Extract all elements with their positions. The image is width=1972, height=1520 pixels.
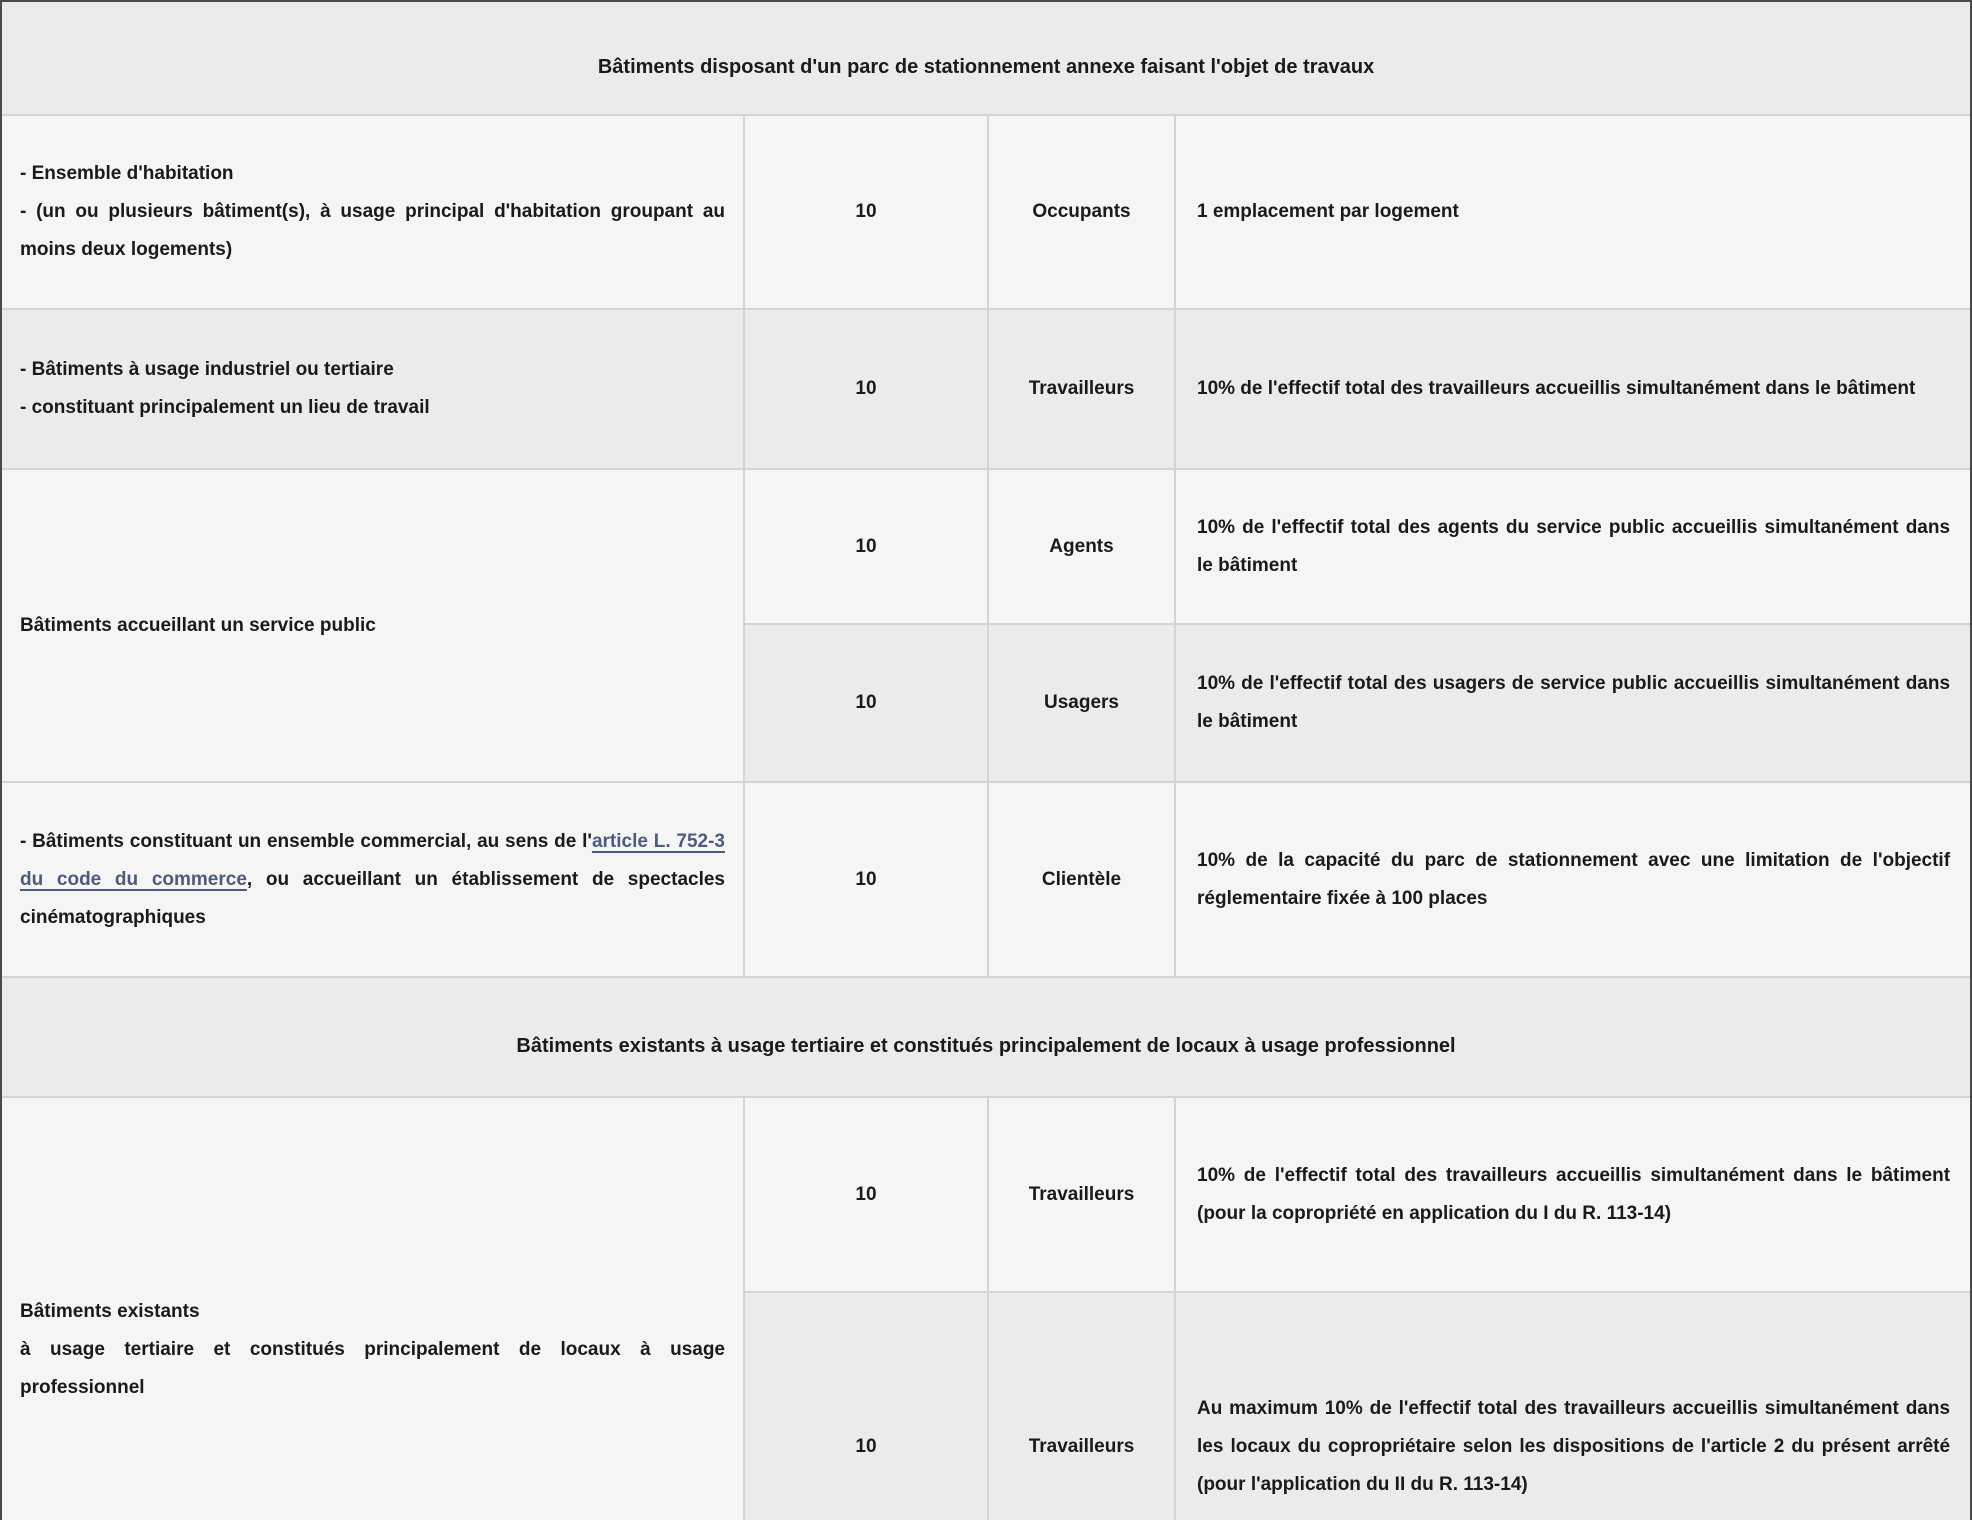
regulation-table: [2, 2, 1970, 1520]
usagers-threshold-cell: 10: [744, 624, 988, 782]
habitation-category-cell: Occupants: [988, 115, 1175, 309]
agents-threshold-cell: 10: [744, 469, 988, 624]
row-habitation: [2, 115, 1970, 309]
habitation-threshold-cell: 10: [744, 115, 988, 309]
commercial-description-cell: [2, 782, 744, 977]
copropriete-threshold-cell: 10: [744, 1097, 988, 1292]
row-industriel-tertiaire: [2, 309, 1970, 469]
industriel-category-cell: Travailleurs: [988, 309, 1175, 469]
row-ensemble-commercial: [2, 782, 1970, 977]
existants-description-cell: [2, 1097, 744, 1520]
usagers-category-cell: Usagers: [988, 624, 1175, 782]
industriel-threshold-cell: 10: [744, 309, 988, 469]
article-l752-3-link[interactable]: article L. 752-3 du code du commerce: [20, 830, 725, 890]
commercial-desc-after-link: , ou accueillant un établissement de spectacles cinématographiques: [20, 868, 725, 928]
industriel-requirement-cell: 10% de l'effectif total des travailleurs accueillis simultanément dans le bâtiment: [1175, 309, 1970, 469]
industriel-description-cell: [2, 309, 744, 469]
habitation-description-cell: [2, 115, 744, 309]
service-public-desc: Bâtiments accueillant un service public: [20, 614, 376, 636]
commercial-threshold-cell: 10: [744, 782, 988, 977]
section2-title: Bâtiments existants à usage tertiaire et constitués principalement de locaux à usage professionnel: [2, 977, 1970, 1097]
industriel-desc-line2: - constituant principalement un lieu de travail: [20, 397, 430, 418]
coproprietaire-threshold-cell: 10: [744, 1292, 988, 1520]
existants-desc-line2: à usage tertiaire et constitués principalement de locaux à usage professionnel: [20, 1338, 725, 1398]
industriel-desc-line1: - Bâtiments à usage industriel ou tertiaire: [20, 359, 394, 380]
habitation-requirement-cell: 1 emplacement par logement: [1175, 115, 1970, 309]
commercial-requirement-cell: 10% de la capacité du parc de stationnement avec une limitation de l'objectif réglementaire fixée à 100 places: [1175, 782, 1970, 977]
coproprietaire-category-cell: Travailleurs: [988, 1292, 1175, 1520]
commercial-desc-before-link: - Bâtiments constituant un ensemble commercial, au sens de l': [20, 830, 592, 852]
usagers-requirement-cell: 10% de l'effectif total des usagers de service public accueillis simultanément dans le bâtiment: [1175, 624, 1970, 782]
section2-header-row: [2, 977, 1970, 1097]
agents-requirement-cell: 10% de l'effectif total des agents du service public accueillis simultanément dans le bâtiment: [1175, 469, 1970, 624]
agents-category-cell: Agents: [988, 469, 1175, 624]
copropriete-requirement-cell: 10% de l'effectif total des travailleurs accueillis simultanément dans le bâtiment (pour la copropriété en application du I du R. 113-14): [1175, 1097, 1970, 1292]
commercial-category-cell: Clientèle: [988, 782, 1175, 977]
section1-title: Bâtiments disposant d'un parc de stationnement annexe faisant l'objet de travaux: [2, 2, 1970, 115]
coproprietaire-requirement-cell: Au maximum 10% de l'effectif total des travailleurs accueillis simultanément dans les locaux du copropriétaire selon les dispositions de l'article 2 du présent arrêté (pour l'application du II du R. 113-14): [1175, 1292, 1970, 1520]
copropriete-category-cell: Travailleurs: [988, 1097, 1175, 1292]
section1-header-row: [2, 2, 1970, 115]
service-public-description-cell: [2, 469, 744, 782]
row-service-public-agents: [2, 469, 1970, 624]
existants-desc-line1: Bâtiments existants: [20, 1300, 200, 1322]
row-existants-copropriete: [2, 1097, 1970, 1292]
habitation-desc-line2: - (un ou plusieurs bâtiment(s), à usage principal d'habitation groupant au moins deux logements): [20, 201, 725, 260]
habitation-desc-line1: - Ensemble d'habitation: [20, 163, 234, 184]
